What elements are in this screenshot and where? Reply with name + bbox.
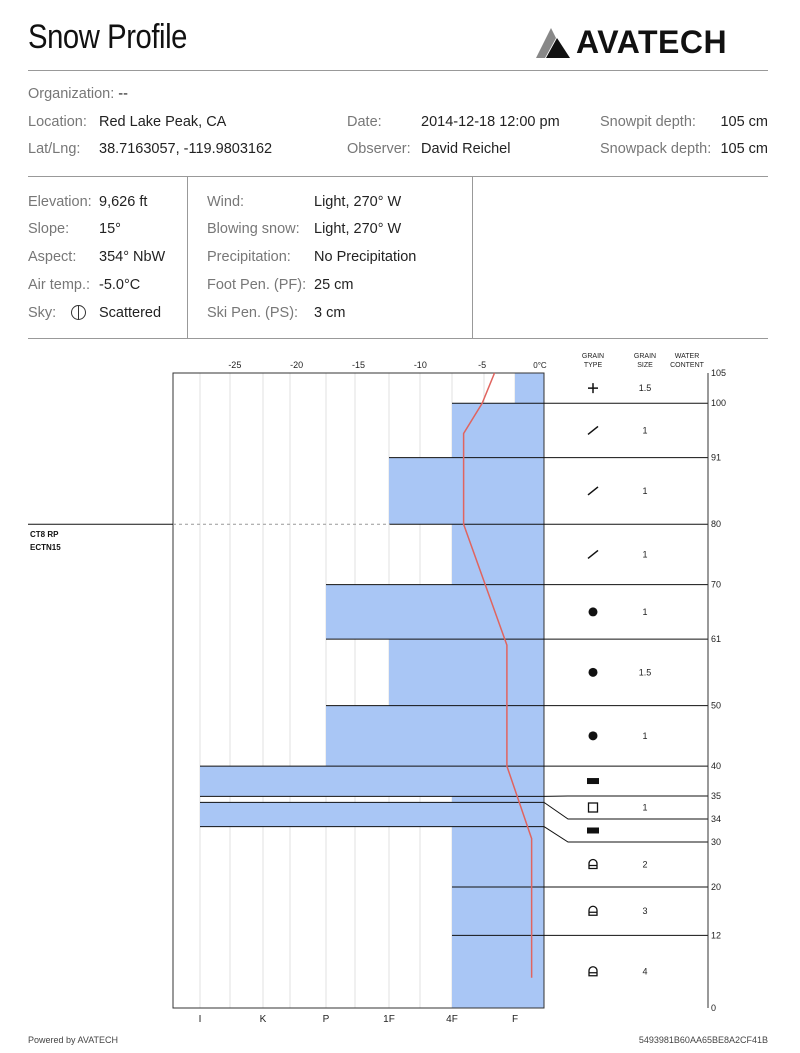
column-header-water-content: WATER (674, 353, 700, 360)
height-label: 80 (711, 519, 722, 530)
date-value: 2014-12-18 12:00 pm (421, 114, 560, 130)
latlng-value: 38.7163057, -119.9803162 (99, 141, 273, 157)
elevation-label: Elevation: (28, 194, 92, 210)
powered-by-text: Powered by AVATECH (28, 1035, 119, 1045)
hardness-bar (326, 585, 544, 639)
temperature-line (464, 373, 532, 978)
faceted-crystals-icon (589, 803, 598, 812)
height-label: 12 (711, 930, 722, 941)
conditions-column-divider-2 (472, 177, 473, 338)
height-label: 50 (711, 700, 722, 711)
height-label: 70 (711, 579, 722, 590)
height-label: 34 (711, 814, 722, 824)
hardness-tick-label: F (511, 1014, 519, 1025)
hardness-tick-label: P (322, 1014, 330, 1025)
hardness-tick-label: K (259, 1014, 267, 1025)
date-label: Date: (347, 114, 382, 130)
layer-boundary-connector (544, 802, 708, 819)
air-temp-value: -5.0°C (99, 277, 141, 293)
column-header-grain-size: GRAIN (633, 353, 657, 360)
conditions-column-divider-1 (187, 177, 188, 338)
profile-id: 5493981B60AA65BE8A2CF41B (638, 1035, 768, 1045)
ice-formation-icon (587, 828, 599, 834)
elevation-value: 9,626 ft (99, 194, 148, 210)
slope-label: Slope: (28, 221, 70, 237)
temp-tick-label: -20 (290, 360, 304, 370)
air-temp-label: Air temp.: (28, 277, 91, 293)
height-label: 30 (711, 837, 722, 847)
height-label: 91 (711, 452, 722, 463)
page-title: Snow Profile (28, 18, 187, 56)
hardness-bar (452, 935, 544, 1008)
grain-size-label: 1.5 (638, 667, 652, 678)
grain-size-label: 1.5 (638, 383, 652, 394)
snowpit-depth-value: 105 cm (720, 114, 768, 130)
rounded-grains-icon (589, 731, 598, 740)
observer-value: David Reichel (421, 141, 511, 157)
grain-size-label: 1 (642, 730, 648, 741)
aspect-label: Aspect: (28, 249, 77, 265)
height-label: 61 (711, 634, 722, 645)
header-divider (28, 70, 768, 71)
ski-pen-value: 3 cm (314, 305, 346, 321)
plot-frame (173, 373, 544, 1008)
depth-hoar-icon (589, 860, 597, 869)
precipitation-particles-icon (588, 383, 598, 393)
decomposing-fragmented-icon (588, 550, 598, 558)
snowpack-depth-label: Snowpack depth: (600, 141, 712, 157)
depth-hoar-icon (589, 967, 597, 976)
sky-value: Scattered (99, 305, 162, 321)
grain-size-label: 1 (642, 549, 648, 560)
height-label: 105 (711, 368, 727, 378)
location-value: Red Lake Peak, CA (99, 114, 227, 130)
height-label: 100 (711, 398, 727, 409)
snowpit-depth-label: Snowpit depth: (600, 114, 696, 130)
hardness-bar (452, 827, 544, 887)
conditions-divider (28, 338, 768, 339)
hardness-bar (515, 373, 544, 403)
temp-tick-label: -10 (413, 360, 427, 370)
hardness-tick-label: 4F (446, 1014, 458, 1025)
grain-size-label: 1 (642, 485, 648, 496)
hardness-bar (200, 766, 544, 796)
hardness-tick-label: I (198, 1014, 202, 1025)
snowpack-depth-value: 105 cm (720, 141, 768, 157)
hardness-bar (326, 706, 544, 766)
sky-icon-wrap (71, 305, 86, 322)
grain-size-label: 1 (642, 425, 648, 436)
observer-label: Observer: (347, 141, 411, 157)
foot-pen-label: Foot Pen. (PF): (207, 277, 307, 293)
mountain-logo-icon (536, 26, 572, 60)
blowing-snow-label: Blowing snow: (207, 221, 300, 237)
decomposing-fragmented-icon (588, 487, 598, 495)
ice-formation-icon (587, 778, 599, 784)
organization-label: Organization: (28, 86, 115, 102)
location-label: Location: (28, 114, 87, 130)
temp-tick-label: -5 (478, 360, 487, 370)
column-header-grain-type: TYPE (583, 362, 603, 369)
depth-hoar-icon (589, 906, 597, 915)
height-label: 20 (711, 882, 722, 893)
precipitation-value: No Precipitation (314, 249, 417, 265)
temp-zero-label: 0°C (533, 361, 547, 370)
slope-value: 15° (99, 221, 121, 237)
rounded-grains-icon (589, 668, 598, 677)
height-label: 35 (711, 791, 722, 801)
temp-tick-label: -25 (228, 360, 242, 370)
rounded-grains-icon (589, 607, 598, 616)
column-header-water-content: CONTENT (670, 362, 704, 369)
layer-boundary-connector (544, 827, 708, 842)
stability-test-result: ECTN15 (30, 543, 61, 553)
precipitation-label: Precipitation: (207, 249, 291, 265)
hardness-bar (452, 887, 544, 935)
decomposing-fragmented-icon (588, 426, 598, 434)
hardness-bar (200, 802, 544, 826)
grain-size-label: 1 (642, 802, 648, 813)
grain-size-label: 4 (642, 966, 648, 977)
hardness-bar (452, 524, 544, 584)
height-label: 0 (711, 1003, 717, 1013)
hardness-bar (452, 403, 544, 457)
grain-size-label: 2 (642, 859, 648, 870)
ski-pen-label: Ski Pen. (PS): (207, 305, 299, 321)
meta-divider (28, 176, 768, 177)
hardness-tick-label: 1F (383, 1014, 395, 1025)
wind-label: Wind: (207, 194, 245, 210)
column-header-grain-type: GRAIN (581, 353, 605, 360)
scattered-sky-icon (71, 305, 86, 320)
temp-tick-label: -15 (351, 360, 366, 370)
sky-label: Sky: (28, 305, 57, 321)
hardness-bar (452, 796, 544, 802)
foot-pen-value: 25 cm (314, 277, 354, 293)
wind-value: Light, 270° W (314, 194, 402, 210)
grain-size-label: 3 (642, 906, 648, 917)
stability-test-result: CT8 RP (30, 530, 59, 540)
height-label: 40 (711, 761, 722, 772)
blowing-snow-value: Light, 270° W (314, 221, 402, 237)
organization-value: -- (118, 86, 128, 102)
organization-row (28, 86, 128, 102)
column-header-grain-size: SIZE (637, 362, 653, 369)
hardness-bar (389, 458, 544, 525)
avatech-logo (536, 22, 768, 62)
latlng-label: Lat/Lng: (28, 141, 81, 157)
aspect-value: 354° NbW (99, 249, 166, 265)
grain-size-label: 1 (642, 606, 648, 617)
hardness-bar (389, 639, 544, 706)
logo-text: AVATECH (576, 24, 728, 60)
